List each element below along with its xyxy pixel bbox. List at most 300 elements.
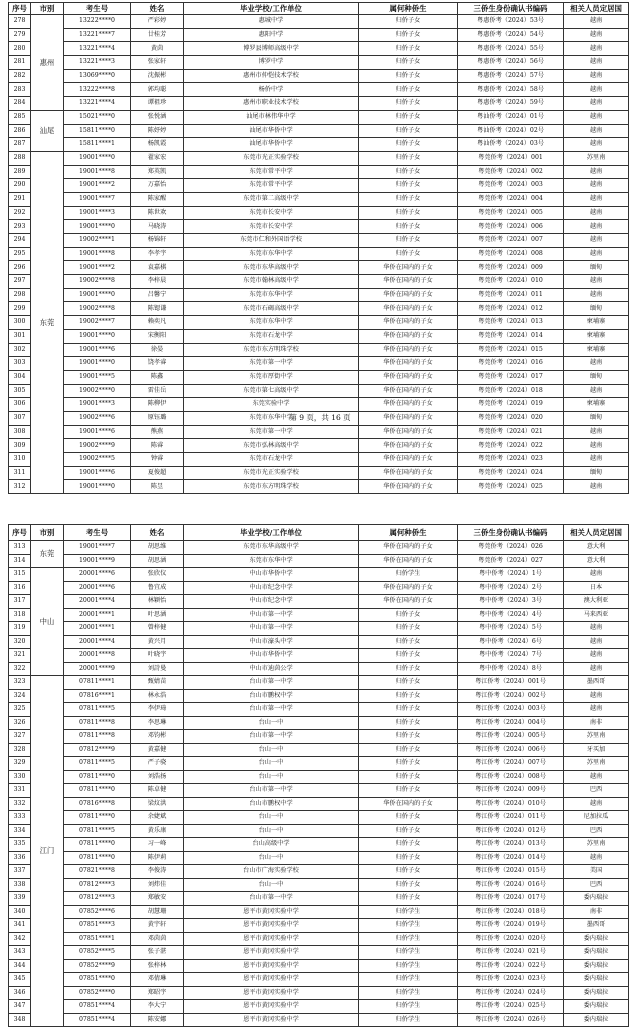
cell-school: 台山一中 [184,851,359,865]
cell-seq: 342 [9,932,31,946]
cell-name: 叶思涵 [131,608,184,622]
cell-exam-no: 19001****2 [64,261,131,275]
cell-certificate-code: 粤江侨考（2024）024号 [458,986,564,1000]
cell-category: 归侨子女 [359,743,458,757]
cell-seq: 304 [9,370,31,384]
table-row [9,649,629,663]
cell-certificate-code: 粤中侨考（2024）1号 [458,568,564,582]
cell-exam-no: 19002****7 [64,316,131,330]
cell-school: 台山市第一中学 [184,784,359,798]
table-row [9,568,629,582]
cell-name: 李伊琦 [131,703,184,717]
cell-school: 东莞市厚街中学 [184,370,359,384]
cell-exam-no: 19002****1 [64,234,131,248]
cell-certificate-code: 粤莞侨考（2024）024 [458,466,564,480]
cell-exam-no: 20001****9 [64,662,131,676]
cell-exam-no: 19001****0 [64,480,131,494]
table-row [9,797,629,811]
table-row [9,892,629,906]
cell-school: 东莞市东华中学 [184,288,359,302]
cell-exam-no: 13221****4 [64,42,131,56]
cell-category: 归侨子女 [359,28,458,42]
cell-exam-no: 19001****5 [64,370,131,384]
cell-name: 吕馨宁 [131,288,184,302]
cell-exam-no: 15811****0 [64,124,131,138]
cell-seq: 292 [9,206,31,220]
cell-name: 刘浩扬 [131,770,184,784]
table-row [9,824,629,838]
cell-category: 华侨在国内的子女 [359,439,458,453]
cell-certificate-code: 粤莞侨考（2024）010 [458,275,564,289]
cell-country: 越南 [564,453,629,467]
table-row [9,946,629,960]
cell-seq: 338 [9,878,31,892]
cell-certificate-code: 粤莞侨考（2024）018 [458,384,564,398]
cell-category: 归侨子女 [359,608,458,622]
cell-certificate-code: 粤莞侨考（2024）003 [458,179,564,193]
cell-country: 委内瑞拉 [564,986,629,1000]
cell-school: 汕尾市林伟华中学 [184,110,359,124]
cell-exam-no: 07852****9 [64,959,131,973]
cell-category: 华侨在国内的子女 [359,275,458,289]
cell-country: 巴西 [564,824,629,838]
table-row [9,110,629,124]
cell-certificate-code: 粤莞侨考（2024）017 [458,370,564,384]
cell-country: 南非 [564,716,629,730]
cell-country: 越南 [564,124,629,138]
cell-certificate-code: 粤中侨考（2024）5号 [458,622,564,636]
cell-school: 中山市华侨中学 [184,649,359,663]
cell-exam-no: 07811****1 [64,676,131,690]
cell-certificate-code: 粤江侨考（2024）022号 [458,959,564,973]
cell-certificate-code: 粤江侨考（2024）011号 [458,811,564,825]
cell-seq: 341 [9,919,31,933]
cell-certificate-code: 粤惠侨考（2024）54号 [458,28,564,42]
cell-seq: 317 [9,595,31,609]
cell-certificate-code: 粤莞侨考（2024）019 [458,398,564,412]
table-row [9,343,629,357]
cell-certificate-code: 粤中侨考（2024）8号 [458,662,564,676]
page-footer: 第 9 页，共 16 页 [289,413,351,422]
cell-country: 越南 [564,15,629,29]
cell-school: 东莞市东华中学 [184,316,359,330]
cell-name: 张欣仪 [131,568,184,582]
cell-category: 归侨学生 [359,946,458,960]
cell-category: 归侨子女 [359,192,458,206]
cell-certificate-code: 粤江侨考（2024）001号 [458,676,564,690]
cell-school: 东莞市光正实验学校 [184,151,359,165]
cell-country: 牙买加 [564,743,629,757]
cell-school: 中山市濠头中学 [184,635,359,649]
cell-exam-no: 19001****9 [64,554,131,568]
cell-certificate-code: 粤江侨考（2024）018号 [458,905,564,919]
cell-school: 恩平市黄冈实验中学 [184,919,359,933]
cell-school: 惠阳中学 [184,28,359,42]
cell-school: 台山市鹏权中学 [184,689,359,703]
cell-school: 东莞实验中学 [184,398,359,412]
cell-country: 苏里南 [564,730,629,744]
table-row [9,234,629,248]
cell-exam-no: 07811****8 [64,716,131,730]
cell-name: 袁嘉棋 [131,261,184,275]
cell-exam-no: 07851****4 [64,1000,131,1014]
header-country: 相关人员定居国 [564,525,629,541]
cell-country: 墨西哥 [564,919,629,933]
cell-category: 归侨子女 [359,97,458,111]
cell-country: 越南 [564,425,629,439]
cell-exam-no: 15021****0 [64,110,131,124]
cell-category: 归侨子女 [359,649,458,663]
cell-seq: 284 [9,97,31,111]
cell-country: 越南 [564,703,629,717]
cell-certificate-code: 粤江侨考（2024）003号 [458,703,564,717]
cell-category: 归侨学生 [359,905,458,919]
cell-school: 东莞市东方明珠学校 [184,480,359,494]
cell-school: 东莞市石龙中学 [184,329,359,343]
cell-country: 委内瑞拉 [564,946,629,960]
cell-certificate-code: 粤江侨考（2024）008号 [458,770,564,784]
cell-name: 夏俊超 [131,466,184,480]
cell-school: 中山市纪念中学 [184,581,359,595]
cell-country: 越南 [564,179,629,193]
cell-school: 恩平市黄冈实验中学 [184,1013,359,1027]
cell-certificate-code: 粤惠侨考（2024）59号 [458,97,564,111]
cell-name: 严子骁 [131,757,184,771]
cell-exam-no: 19002****0 [64,384,131,398]
cell-seq: 324 [9,689,31,703]
cell-seq: 289 [9,165,31,179]
cell-certificate-code: 粤江侨考（2024）006号 [458,743,564,757]
cell-seq: 299 [9,302,31,316]
cell-exam-no: 19001****7 [64,541,131,555]
table-row [9,811,629,825]
cell-category: 归侨子女 [359,811,458,825]
cell-country: 越南 [564,275,629,289]
cell-certificate-code: 粤惠侨考（2024）56号 [458,56,564,70]
cell-category: 归侨子女 [359,878,458,892]
table-row [9,662,629,676]
cell-exam-no: 07851****0 [64,973,131,987]
cell-school: 台山市广海实验学校 [184,865,359,879]
cell-seq: 323 [9,676,31,690]
cell-certificate-code: 粤中侨考（2024）4号 [458,608,564,622]
cell-seq: 347 [9,1000,31,1014]
cell-country: 日本 [564,581,629,595]
cell-exam-no: 07851****1 [64,932,131,946]
cell-country: 越南 [564,797,629,811]
cell-country: 越南 [564,110,629,124]
table-row [9,288,629,302]
cell-name: 徐晏 [131,343,184,357]
cell-school: 东莞市翰林高级中学 [184,275,359,289]
cell-category: 归侨子女 [359,662,458,676]
cell-category: 华侨在国内的子女 [359,581,458,595]
table-row [9,784,629,798]
cell-school: 东莞市东华高级中学 [184,261,359,275]
cell-seq: 334 [9,824,31,838]
table-row [9,124,629,138]
cell-category: 归侨学生 [359,568,458,582]
cell-country: 越南 [564,384,629,398]
cell-seq: 288 [9,151,31,165]
cell-name: 梁炆洪 [131,797,184,811]
cell-category: 华侨在国内的子女 [359,261,458,275]
cell-certificate-code: 粤中侨考（2024）2号 [458,581,564,595]
cell-country: 越南 [564,138,629,152]
table-row [9,466,629,480]
cell-name: 习一峰 [131,838,184,852]
table-row [9,384,629,398]
cell-seq: 300 [9,316,31,330]
table-row [9,439,629,453]
table-row [9,398,629,412]
cell-school: 台山市第一中学 [184,730,359,744]
cell-country: 尼加拉瓜 [564,811,629,825]
cell-country: 意大利 [564,541,629,555]
cell-name: 沈振彬 [131,69,184,83]
cell-seq: 303 [9,357,31,371]
cell-exam-no: 20001****1 [64,622,131,636]
table-row [9,716,629,730]
cell-certificate-code: 粤莞侨考（2024）015 [458,343,564,357]
cell-name: 陈安娜 [131,1013,184,1027]
cell-seq: 293 [9,220,31,234]
cell-category: 归侨学生 [359,932,458,946]
cell-certificate-code: 粤江侨考（2024）005号 [458,730,564,744]
cell-exam-no: 07816****8 [64,797,131,811]
cell-school: 恩平市黄冈实验中学 [184,1000,359,1014]
cell-seq: 339 [9,892,31,906]
cell-exam-no: 20001****8 [64,649,131,663]
cell-exam-no: 07851****4 [64,1013,131,1027]
cell-school: 台山市鹏权中学 [184,797,359,811]
cell-exam-no: 07811****5 [64,824,131,838]
cell-school: 汕尾市华侨中学 [184,124,359,138]
cell-category: 归侨子女 [359,730,458,744]
cell-seq: 340 [9,905,31,919]
cell-school: 博罗中学 [184,56,359,70]
cell-exam-no: 13221****7 [64,28,131,42]
cell-name: 陈柳伊 [131,398,184,412]
cell-seq: 344 [9,959,31,973]
cell-name: 廿桂芳 [131,28,184,42]
cell-exam-no: 07811****8 [64,730,131,744]
cell-country: 柬埔寨 [564,316,629,330]
table-row [9,261,629,275]
cell-exam-no: 19001****8 [64,165,131,179]
cell-category: 归侨学生 [359,1013,458,1027]
cell-name: 翟家宏 [131,151,184,165]
table-row [9,357,629,371]
cell-school: 东莞市光正实验学校 [184,466,359,480]
cell-exam-no: 19001****0 [64,357,131,371]
cell-school: 恩平市黄冈实验中学 [184,973,359,987]
cell-school: 东莞市石龙中学 [184,453,359,467]
cell-certificate-code: 粤莞侨考（2024）027 [458,554,564,568]
cell-name: 陈鑫 [131,370,184,384]
cell-name: 李思琳 [131,716,184,730]
cell-school: 东莞市第一中学 [184,425,359,439]
cell-country: 越南 [564,622,629,636]
cell-seq: 315 [9,568,31,582]
cell-category: 归侨学生 [359,986,458,1000]
cell-certificate-code: 粤江侨考（2024）007号 [458,757,564,771]
cell-country: 委内瑞拉 [564,959,629,973]
cell-name: 曾梓健 [131,622,184,636]
cell-school: 东莞市东华中学 [184,411,359,425]
cell-seq: 312 [9,480,31,494]
cell-category: 归侨子女 [359,622,458,636]
cell-seq: 325 [9,703,31,717]
cell-certificate-code: 粤江侨考（2024）013号 [458,838,564,852]
cell-school: 台山一中 [184,878,359,892]
cell-category: 归侨子女 [359,784,458,798]
cell-country: 委内瑞拉 [564,973,629,987]
cell-name: 鲁宜成 [131,581,184,595]
cell-name: 郑昭宇 [131,986,184,1000]
cell-school: 台山一中 [184,743,359,757]
cell-name: 李孝宇 [131,247,184,261]
cell-country: 澳大利亚 [564,595,629,609]
cell-country: 越南 [564,247,629,261]
cell-seq: 343 [9,946,31,960]
cell-certificate-code: 粤江侨考（2024）020号 [458,932,564,946]
table-row [9,581,629,595]
cell-exam-no: 07811****0 [64,784,131,798]
cell-exam-no: 13221****4 [64,97,131,111]
cell-name: 谭祖珍 [131,97,184,111]
cell-country: 越南 [564,28,629,42]
cell-name: 邓钧彬 [131,730,184,744]
cell-certificate-code: 粤莞侨考（2024）022 [458,439,564,453]
cell-certificate-code: 粤惠侨考（2024）55号 [458,42,564,56]
cell-country: 委内瑞拉 [564,932,629,946]
cell-name: 邓倩琳 [131,973,184,987]
cell-category: 归侨子女 [359,851,458,865]
cell-exam-no: 07851****3 [64,919,131,933]
cell-category: 归侨学生 [359,1000,458,1014]
table-row [9,425,629,439]
cell-category: 归侨子女 [359,892,458,906]
cell-name: 胡思维 [131,541,184,555]
cell-name: 陈锶谦 [131,302,184,316]
cell-school: 中山市迪茵公学 [184,662,359,676]
header-certificate-code: 三侨生身份确认书编码 [458,3,564,15]
cell-name: 黄嘉健 [131,743,184,757]
cell-name: 杨凯霞 [131,138,184,152]
cell-exam-no: 19001****8 [64,247,131,261]
cell-exam-no: 07811****5 [64,757,131,771]
cell-country: 越南 [564,439,629,453]
table-row [9,541,629,555]
cell-country: 苏里南 [564,757,629,771]
table-row [9,15,629,29]
cell-school: 恩平市黄冈实验中学 [184,959,359,973]
cell-certificate-code: 粤惠侨考（2024）57号 [458,69,564,83]
cell-city: 中山 [31,568,64,676]
cell-school: 台山一中 [184,811,359,825]
cell-name: 万嘉怡 [131,179,184,193]
cell-country: 越南 [564,97,629,111]
cell-country: 缅甸 [564,302,629,316]
cell-name: 邓茵茵 [131,932,184,946]
cell-category: 归侨子女 [359,206,458,220]
cell-exam-no: 07811****0 [64,811,131,825]
cell-seq: 279 [9,28,31,42]
cell-certificate-code: 粤江侨考（2024）012号 [458,824,564,838]
cell-category: 华侨在国内的子女 [359,316,458,330]
table-row [9,622,629,636]
cell-school: 东莞市东方明珠学校 [184,343,359,357]
cell-certificate-code: 粤莞侨考（2024）004 [458,192,564,206]
cell-name: 胡思涵 [131,554,184,568]
cell-country: 越南 [564,480,629,494]
cell-school: 中山市纪念中学 [184,595,359,609]
cell-seq: 307 [9,411,31,425]
cell-certificate-code: 粤莞侨考（2024）008 [458,247,564,261]
cell-name: 张家轩 [131,56,184,70]
cell-certificate-code: 粤江侨考（2024）014号 [458,851,564,865]
table-row [9,480,629,494]
cell-seq: 332 [9,797,31,811]
table-row [9,302,629,316]
cell-category: 华侨在国内的子女 [359,357,458,371]
cell-name: 陈世欢 [131,206,184,220]
cell-certificate-code: 粤莞侨考（2024）002 [458,165,564,179]
cell-school: 东莞市东华高级中学 [184,541,359,555]
cell-school: 台山一中 [184,716,359,730]
cell-certificate-code: 粤莞侨考（2024）001 [458,151,564,165]
cell-country: 意大利 [564,554,629,568]
cell-exam-no: 19001****2 [64,179,131,193]
cell-name: 张梓林 [131,959,184,973]
cell-school: 台山市第一中学 [184,892,359,906]
cell-seq: 333 [9,811,31,825]
cell-country: 越南 [564,234,629,248]
cell-category: 归侨子女 [359,757,458,771]
cell-exam-no: 20001****1 [64,608,131,622]
cell-certificate-code: 粤莞侨考（2024）026 [458,541,564,555]
cell-certificate-code: 粤江侨考（2024）009号 [458,784,564,798]
cell-exam-no: 19001****3 [64,398,131,412]
cell-seq: 301 [9,329,31,343]
cell-name: 胡慧珊 [131,905,184,919]
cell-country: 越南 [564,192,629,206]
cell-city: 东莞 [31,151,64,493]
table-row [9,329,629,343]
cell-country: 越南 [564,288,629,302]
cell-certificate-code: 粤莞侨考（2024）012 [458,302,564,316]
cell-seq: 295 [9,247,31,261]
table-row [9,275,629,289]
cell-country: 越南 [564,69,629,83]
cell-certificate-code: 粤汕侨考（2024）02号 [458,124,564,138]
cell-name: 李梓晨 [131,275,184,289]
cell-school: 东莞市石碣高级中学 [184,302,359,316]
cell-seq: 309 [9,439,31,453]
table-row [9,316,629,330]
cell-category: 归侨子女 [359,56,458,70]
cell-category: 华侨在国内的子女 [359,797,458,811]
table-header-row [9,525,629,541]
header-seq: 序号 [9,525,31,541]
cell-exam-no: 19001****7 [64,192,131,206]
cell-exam-no: 19001****0 [64,151,131,165]
header-city: 市别 [31,3,64,15]
cell-certificate-code: 粤莞侨考（2024）014 [458,329,564,343]
cell-city: 惠州 [31,15,64,111]
cell-exam-no: 07811****0 [64,838,131,852]
